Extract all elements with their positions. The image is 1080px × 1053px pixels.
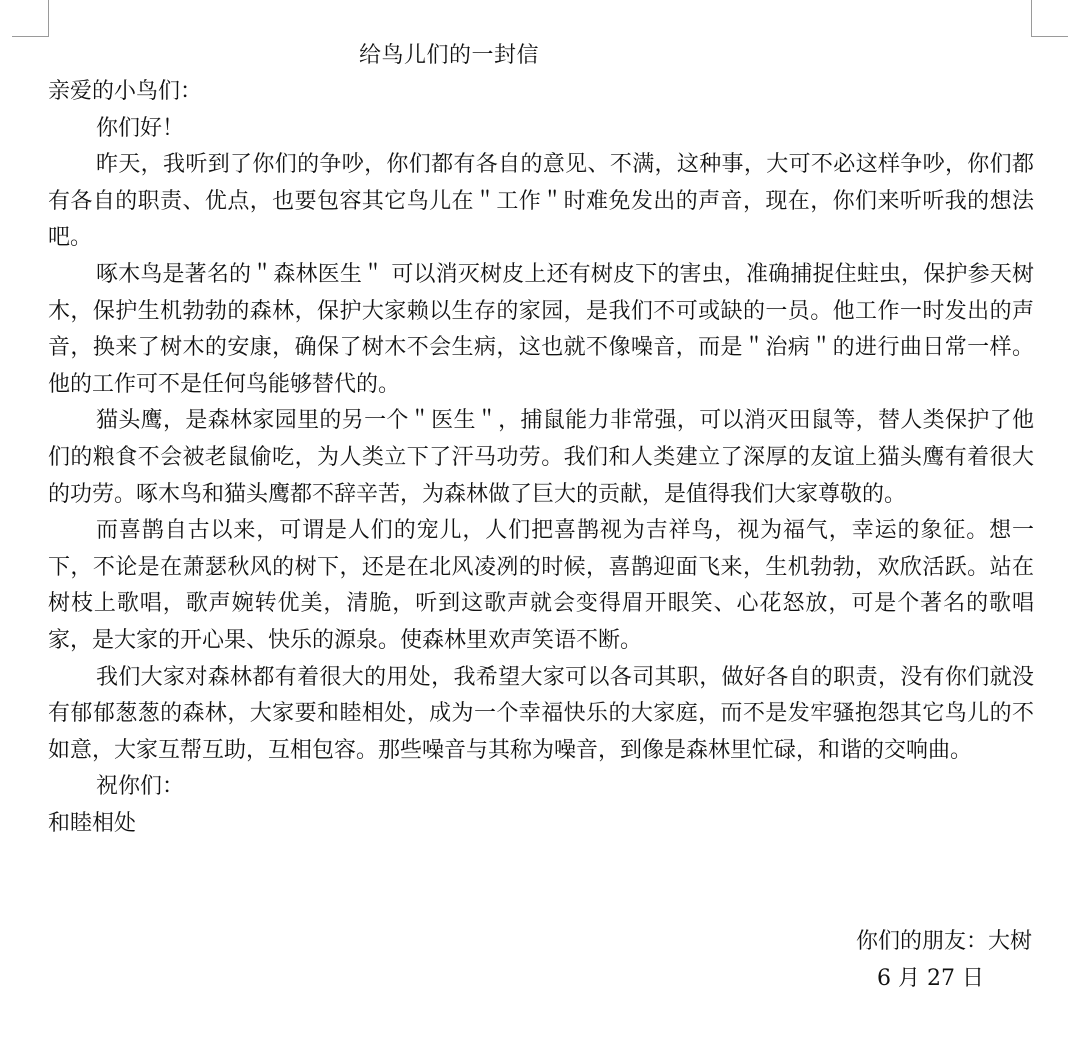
letter-salutation: 亲爱的小鸟们： [48, 79, 203, 104]
signature: 你们的朋友：大树 [855, 929, 1032, 954]
paragraph-quarrel: 昨天，我听到了你们的争吵，你们都有各自的意见、不满，这种事，大可不必这样争吵，你们都有各自的职责、优点，也要包容其它鸟儿在＂工作＂时难免发出的声音，现在，你们来听听我的想法吧。 [48, 152, 1034, 251]
letter-page [48, 38, 1034, 842]
letter-title: 给鸟儿们的一封信 [359, 43, 540, 68]
letter-greeting: 你们好！ [96, 115, 185, 141]
closing-phrase: 和睦相处 [48, 810, 137, 836]
page-corner-mark-top-right [1031, 0, 1068, 37]
signature-block [812, 924, 1032, 997]
page-corner-mark-top-left [12, 0, 49, 37]
paragraph-owl: 猫头鹰，是森林家园里的另一个＂医生＂，捕鼠能力非常强，可以消灭田鼠等，替人类保护了他们的粮食不会被老鼠偷吃，为人类立下了汗马功劳。我们和人类建立了深厚的友谊上猫头鹰有着很大的功劳。啄木鸟和猫头鹰都不辞辛苦，为森林做了巨大的贡献，是值得我们大家尊敬的。 [48, 408, 1034, 507]
letter-date: 6 月 27 日 [877, 965, 984, 991]
paragraph-woodpecker: 啄木鸟是著名的＂森林医生＂ 可以消灭树皮上还有树皮下的害虫，准确捕捉住蛀虫，保护参天树木，保护生机勃勃的森林，保护大家赖以生存的家园，是我们不可或缺的一员。他工作一时发出的声音，换来了树木的安康，确保了树木不会生病，这也就不像噪音，而是＂治病＂的进行曲日常一样。他的工作可不是任何鸟能够替代的。 [48, 261, 1034, 397]
paragraph-magpie: 而喜鹊自古以来，可谓是人们的宠儿，人们把喜鹊视为吉祥鸟，视为福气，幸运的象征。想一下，不论是在萧瑟秋风的树下，还是在北风凌冽的时候，喜鹊迎面飞来，生机勃勃，欢欣活跃。站在树枝上歌唱，歌声婉转优美，清脆，听到这歌声就会变得眉开眼笑、心花怒放，可是个著名的歌唱家，是大家的开心果、快乐的源泉。使森林里欢声笑语不断。 [48, 518, 1034, 653]
closing-wish: 祝你们： [96, 774, 185, 800]
paragraph-conclusion: 我们大家对森林都有着很大的用处，我希望大家可以各司其职，做好各自的职责，没有你们就没有郁郁葱葱的森林，大家要和睦相处，成为一个幸福快乐的大家庭，而不是发牢骚抱怨其它鸟儿的不如意，大家互帮互助，互相包容。那些噪音与其称为噪音，到像是森林里忙碌，和谐的交响曲。 [48, 664, 1034, 763]
